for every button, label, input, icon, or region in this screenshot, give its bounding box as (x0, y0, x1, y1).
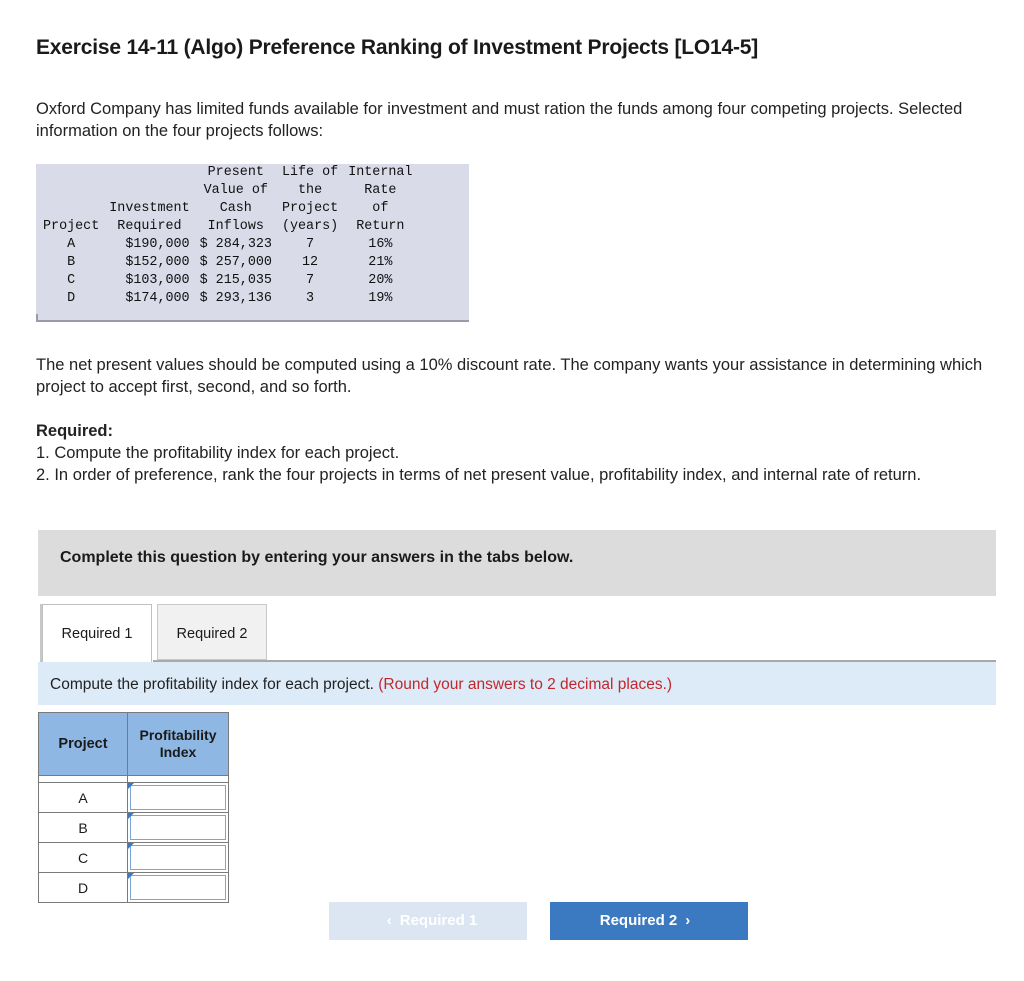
table-row: D $174,000 $ 293,136 3 19% (67, 291, 393, 306)
header-profitability-index: Profitability Index (128, 713, 229, 776)
table-row: B $152,000 $ 257,000 12 21% (67, 255, 393, 270)
instruction-text: Compute the profitability index for each project. (50, 676, 374, 693)
table-row: A $190,000 $ 284,323 7 16% (67, 237, 393, 252)
header-project-col: Project (39, 713, 128, 776)
chevron-left-icon: ‹ (386, 912, 392, 929)
project-label: B (39, 813, 128, 843)
header-present-value: Present Value of Cash Inflows (203, 165, 268, 234)
header-life: Life of the Project (years) (281, 165, 339, 234)
profitability-index-table (38, 712, 229, 903)
npv-note: The net present values should be computed using a 10% discount rate. The company wants your assistance in determining which project to accept first, second, and so forth. (36, 356, 983, 396)
required-item-1: 1. Compute the profitability index for each project. (36, 444, 400, 462)
project-label: D (39, 873, 128, 903)
input-marker-icon (128, 783, 134, 789)
table-row: C $103,000 $ 215,035 7 20% (67, 273, 393, 288)
tab-instruction (38, 662, 996, 705)
required-section (36, 420, 996, 486)
table-row (39, 873, 229, 903)
page-title: Exercise 14-11 (Algo) Preference Ranking of Investment Projects [LO14-5] (36, 36, 759, 59)
tab-required-1[interactable]: Required 1 (42, 604, 152, 662)
input-marker-icon (128, 843, 134, 849)
project-label: C (39, 843, 128, 873)
rounding-note: (Round your answers to 2 decimal places.) (378, 676, 673, 693)
instructions-banner: Complete this question by entering your answers in the tabs below. (38, 530, 996, 596)
input-marker-icon (128, 813, 134, 819)
header-investment: Investment Required (109, 201, 190, 234)
prev-button[interactable] (329, 902, 527, 940)
intro-paragraph: Oxford Company has limited funds available for investment and must ration the funds among four competing projects. Selected information on the four projects follows: (36, 100, 963, 140)
header-project: Project (43, 219, 100, 234)
table-row (39, 843, 229, 873)
table-row (39, 813, 229, 843)
prev-button-label: Required 1 (399, 912, 478, 929)
table-divider-tick (36, 314, 38, 322)
project-label: A (39, 783, 128, 813)
input-marker-icon (128, 873, 134, 879)
required-item-2: 2. In order of preference, rank the four projects in terms of net present value, profitability index, and internal rate of return. (36, 466, 922, 484)
header-irr: Internal Rate of Return (348, 165, 413, 234)
next-button[interactable] (550, 902, 748, 940)
pi-input-d[interactable] (130, 875, 226, 900)
table-divider (36, 320, 469, 322)
next-button-label: Required 2 (599, 912, 678, 929)
required-heading: Required: (36, 422, 114, 440)
chevron-right-icon: › (685, 912, 691, 929)
pi-input-b[interactable] (130, 815, 226, 840)
pi-input-a[interactable] (130, 785, 226, 810)
tab-required-2[interactable]: Required 2 (157, 604, 267, 660)
project-data-table (36, 164, 469, 322)
table-row (39, 783, 229, 813)
pi-input-c[interactable] (130, 845, 226, 870)
